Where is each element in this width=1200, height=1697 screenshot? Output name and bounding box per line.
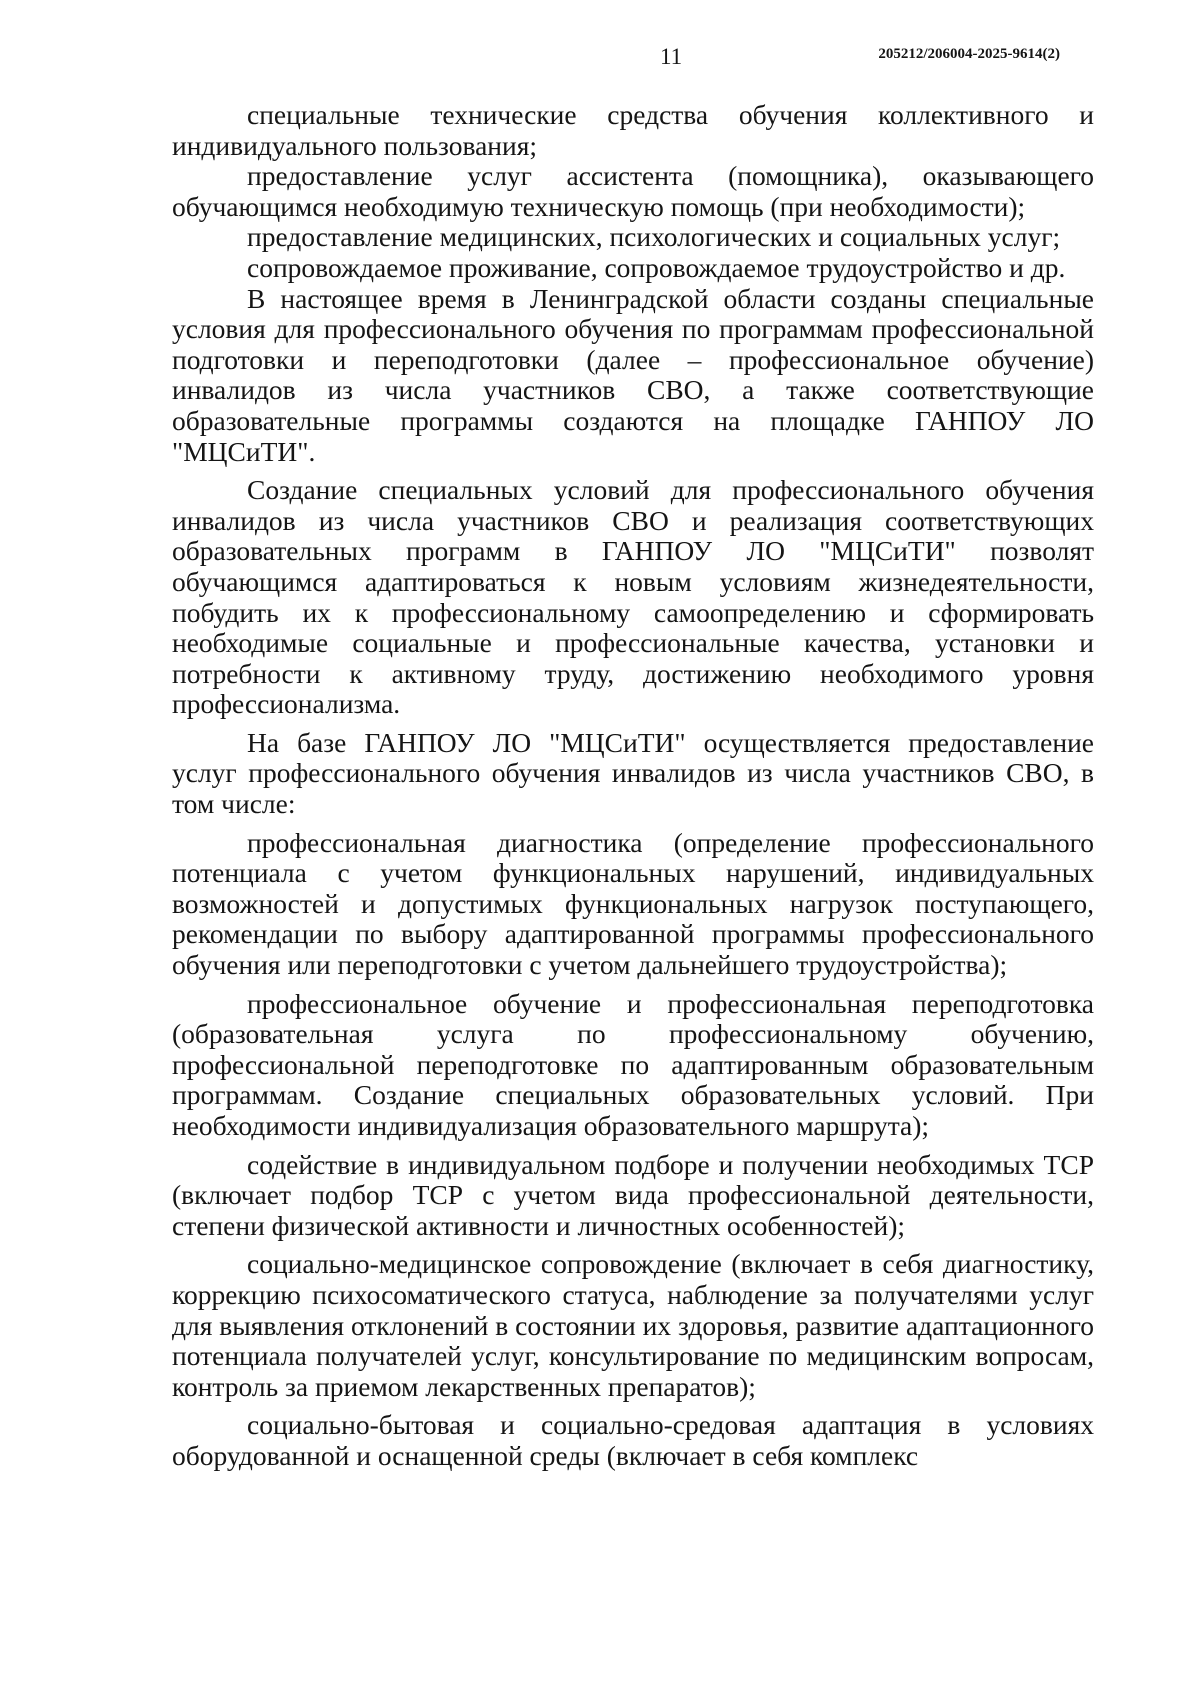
page-header [0, 44, 1200, 84]
document-id: 205212/206004-2025-9614(2) [878, 46, 1060, 62]
paragraph-8: профессиональная диагностика (определение профессионального потенциала с учетом функциональных нарушений, индивидуальных возможностей и допустимых функциональных нагрузок поступающего, рекомендации по выбору адаптированной программы профессионального обучения или переподготовки с учетом дальнейшего трудоустройства); [172, 826, 1094, 981]
document-body [172, 100, 1094, 1472]
paragraph-4: сопровождаемое проживание, сопровождаемое трудоустройство и др. [247, 251, 1066, 283]
paragraph-10: содействие в индивидуальном подборе и получении необходимых ТСР (включает подбор ТСР с учетом вида профессиональной деятельности, степени физической активности и личностных особенностей); [172, 1148, 1094, 1241]
paragraph-7: На базе ГАНПОУ ЛО "МЦСиТИ" осуществляется предоставление услуг профессионального обучения инвалидов из числа участников СВО, в том числе: [172, 726, 1094, 820]
paragraph-11: социально-медицинское сопровождение (включает в себя диагностику, коррекцию психосоматического статуса, наблюдение за получателями услуг для выявления отклонений в состоянии их здоровья, развитие адаптационного потенциала получателей услуг, консультирование по медицинским вопросам, контроль за приемом лекарственных препаратов); [172, 1248, 1094, 1402]
paragraph-12: социально-бытовая и социально-средовая адаптация в условиях оборудованной и оснащенной среды (включает в себя комплекс [172, 1409, 1094, 1471]
paragraph-9: профессиональное обучение и профессиональная переподготовка (образовательная услуга по профессиональному обучению, профессиональной переподготовке по адаптированным образовательным программам. Создание специальных образовательных условий. При необходимости индивидуализация образовательного маршрута); [172, 987, 1094, 1141]
paragraph-1: специальные технические средства обучения коллективного и индивидуального пользования; [172, 99, 1094, 161]
paragraph-2: предоставление услуг ассистента (помощника), оказывающего обучающимся необходимую техническую помощь (при необходимости); [172, 160, 1094, 222]
page-number: 11 [660, 44, 683, 69]
paragraph-6: Создание специальных условий для профессионального обучения инвалидов из числа участников СВО и реализация соответствующих образовательных программ в ГАНПОУ ЛО "МЦСиТИ" позволят обучающимся адаптироваться к новым условиям жизнедеятельности, побудить их к профессиональному самоопределению и сформировать необходимые социальные и профессиональные качества, установки и потребности к активному труду, достижению необходимого уровня профессионализма. [172, 474, 1094, 720]
paragraph-5: В настоящее время в Ленинградской области созданы специальные условия для профессионального обучения по программам профессиональной подготовки и переподготовки (далее – профессиональное обучение) инвалидов из числа участников СВО, а также соответствующие образовательные программы создаются на площадке ГАНПОУ ЛО "МЦСиТИ". [172, 282, 1094, 467]
paragraph-3: предоставление медицинских, психологических и социальных услуг; [247, 221, 1061, 253]
